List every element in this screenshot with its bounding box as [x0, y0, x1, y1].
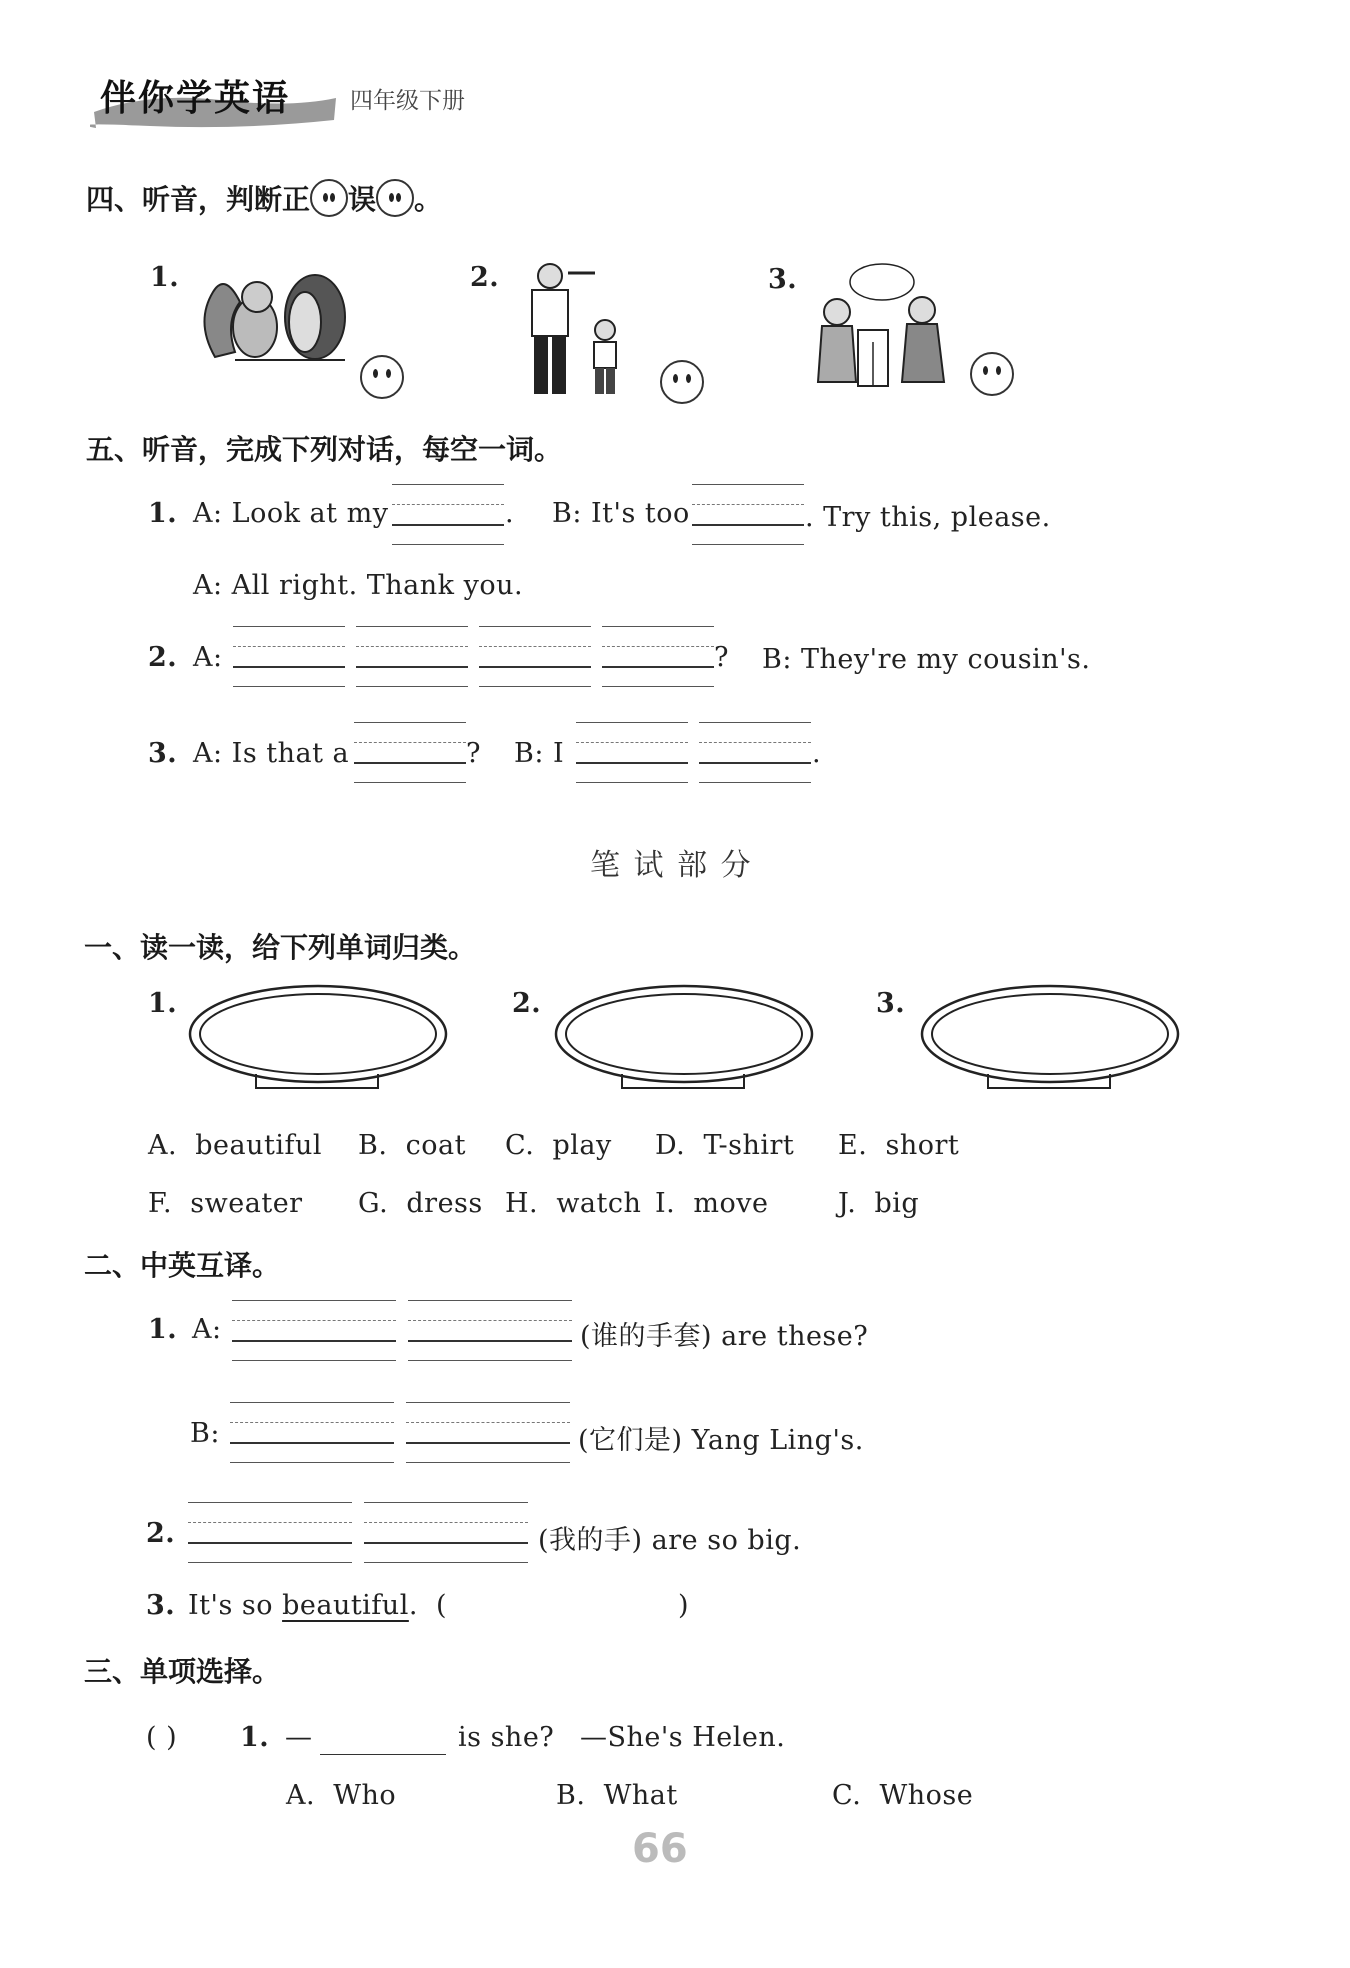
section2-title: 二、中英互译。 [84, 1249, 281, 1282]
q1b-hint: (它们是) Yang Ling's. [578, 1425, 864, 1456]
choice-option[interactable]: C. Whose [832, 1780, 974, 1811]
book-title: 伴你学英语 [100, 78, 291, 119]
word-option: E. short [838, 1130, 960, 1161]
answer-blank[interactable] [232, 1300, 396, 1362]
word-option: C. play [505, 1130, 612, 1161]
translation-answer-box[interactable] [452, 1588, 674, 1622]
q-number: 1. [148, 498, 178, 529]
sorting-plate-3[interactable] [920, 984, 1180, 1094]
answer-blank[interactable] [408, 1300, 572, 1362]
answer-blank[interactable] [692, 484, 804, 546]
sorting-plate-1[interactable] [188, 984, 448, 1094]
q3-a-text: A: Is that a [193, 738, 350, 769]
q-number: 1. [148, 1314, 178, 1345]
answer-blank[interactable] [233, 626, 345, 688]
section1-title: 一、读一读，给下列单词归类。 [84, 931, 477, 964]
answer-face-icon-1[interactable] [360, 355, 404, 399]
period: . [812, 738, 822, 769]
plate-number: 3. [876, 988, 906, 1019]
dash: — [285, 1722, 313, 1753]
s4-item-number: 3. [768, 264, 798, 295]
word-option: B. coat [358, 1130, 466, 1161]
q2-hint: (我的手) are so big. [538, 1525, 802, 1556]
plate-number: 2. [512, 988, 542, 1019]
answer-blank[interactable] [392, 484, 504, 546]
word-option: A. beautiful [148, 1130, 323, 1161]
word-option: F. sweater [148, 1188, 303, 1219]
answer-face-icon-2[interactable] [660, 360, 704, 404]
answer-blank[interactable] [188, 1502, 352, 1564]
word-option: G. dress [358, 1188, 483, 1219]
word-option: I. move [655, 1188, 769, 1219]
q2-a-prefix: A: [193, 642, 223, 673]
period: . [505, 498, 515, 529]
q1a-prefix: A: [192, 1314, 222, 1345]
answer-blank[interactable] [406, 1402, 570, 1464]
answer-blank[interactable] [699, 722, 811, 784]
q3-question-mark: ? [466, 738, 481, 769]
choice-answer-paren[interactable]: ( ) [146, 1722, 178, 1753]
q1-a-text: A: Look at my [193, 498, 389, 529]
choice-option[interactable]: A. Who [286, 1780, 397, 1811]
q-number: 2. [148, 642, 178, 673]
q1-a2-text: A: All right. Thank you. [193, 570, 524, 601]
q-number: 1. [240, 1722, 270, 1753]
q-number: 3. [148, 738, 178, 769]
answer-blank[interactable] [356, 626, 468, 688]
sad-face-icon [376, 179, 414, 217]
paren-close: ) [678, 1590, 690, 1621]
s4-item-number: 2. [470, 262, 500, 293]
q1-b-suffix: . Try this, please. [805, 502, 1051, 533]
choice-blank-line[interactable] [320, 1754, 446, 1755]
q1b-prefix: B: [190, 1418, 220, 1449]
sorting-plate-2[interactable] [554, 984, 814, 1094]
word-option: J. big [838, 1188, 920, 1219]
q1a-hint: (谁的手套) are these? [580, 1321, 869, 1352]
grade-label: 四年级下册 [350, 88, 465, 114]
happy-face-icon [310, 179, 348, 217]
answer-blank[interactable] [230, 1402, 394, 1464]
s4-item-number: 1. [150, 262, 180, 293]
q3-sentence: It's so beautiful. [188, 1590, 418, 1621]
word-option: H. watch [505, 1188, 642, 1219]
q1-b-text: B: It's too [552, 498, 690, 529]
q-number: 3. [146, 1590, 176, 1621]
section5-title: 五、听音，完成下列对话，每空一词。 [86, 433, 563, 466]
section3-title: 三、单项选择。 [84, 1655, 281, 1688]
answer-blank[interactable] [354, 722, 466, 784]
father-son-picture [510, 258, 640, 400]
q-number: 2. [146, 1518, 176, 1549]
squirrel-hedgehog-picture [195, 262, 355, 372]
answer-blank[interactable] [602, 626, 714, 688]
page-number: 66 [632, 1826, 688, 1872]
q1-answer: —She's Helen. [580, 1722, 786, 1753]
answer-face-icon-3[interactable] [970, 352, 1014, 396]
girls-trousers-picture [812, 262, 952, 392]
answer-blank[interactable] [364, 1502, 528, 1564]
choice-option[interactable]: B. What [556, 1780, 678, 1811]
q3-b-text: B: I [514, 738, 565, 769]
written-part-title: 笔 试 部 分 [590, 848, 753, 883]
paren-open: ( [436, 1590, 448, 1621]
q1-text: is she? [458, 1722, 555, 1753]
plate-number: 1. [148, 988, 178, 1019]
word-option: D. T-shirt [655, 1130, 795, 1161]
q2-question-mark: ? [714, 642, 729, 673]
answer-blank[interactable] [479, 626, 591, 688]
q2-b-text: B: They're my cousin's. [762, 644, 1091, 675]
answer-blank[interactable] [576, 722, 688, 784]
section4-title: 四、听音，判断正 误 。 [86, 178, 442, 218]
